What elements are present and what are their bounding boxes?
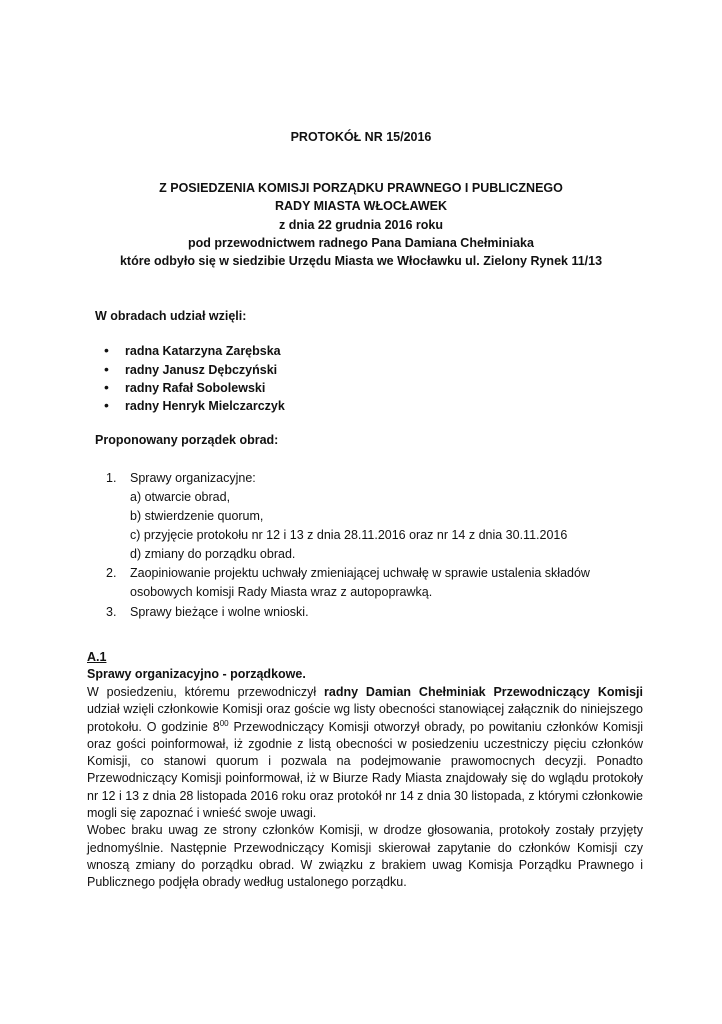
agenda-number: 2.: [106, 566, 117, 580]
paragraph-1-chair: radny Damian Chełminiak Przewodniczący Komisji: [324, 685, 643, 699]
attendance-heading: W obradach udział wzięli:: [95, 309, 247, 323]
member-item: radny Janusz Dębczyński: [125, 363, 278, 377]
section-label: A.1: [87, 650, 107, 664]
document-title: PROTOKÓŁ NR 15/2016: [290, 130, 432, 144]
header-line-2: RADY MIASTA WŁOCŁAWEK: [275, 199, 447, 213]
agenda-number: 3.: [106, 605, 117, 619]
paragraph-2: Wobec braku uwag ze strony członków Komisji, w drodze głosowania, protokoły zostały przyjęty jednomyślnie. Następnie Przewodniczący Komisji skierował zapytanie do członków Komisji czy wnoszą zmiany do porządku obrad. W związku z brakiem uwag Komisja Porządku Prawnego i Publicznego podjęła obrady według ustalonego porządku.: [87, 823, 643, 890]
member-item: radna Katarzyna Zarębska: [125, 344, 281, 358]
agenda-heading: Proponowany porządek obrad:: [95, 433, 279, 447]
header-line-3: z dnia 22 grudnia 2016 roku: [279, 218, 443, 232]
paragraph-1-text-a: W posiedzeniu, któremu przewodniczył: [87, 685, 325, 699]
agenda-sub-c: c) przyjęcie protokołu nr 12 i 13 z dnia 28.11.2016 oraz nr 14 z dnia 30.11.2016: [130, 528, 568, 542]
agenda-item-3: Sprawy bieżące i wolne wnioski.: [130, 605, 309, 619]
header-line-4: pod przewodnictwem radnego Pana Damiana Chełminiaka: [188, 236, 534, 250]
section-body: [87, 684, 643, 892]
agenda-item-2-line-1: Zaopiniowanie projektu uchwały zmieniającej uchwałę w sprawie ustalenia składów: [130, 566, 590, 580]
bullet-icon: •: [104, 342, 109, 358]
agenda-item-1: Sprawy organizacyjne:: [130, 471, 256, 485]
agenda-sub-b: b) stwierdzenie quorum,: [130, 509, 264, 523]
agenda-sub-d: d) zmiany do porządku obrad.: [130, 547, 296, 561]
bullet-icon: •: [104, 397, 109, 413]
agenda-sub-a: a) otwarcie obrad,: [130, 490, 231, 504]
agenda-item-2-line-2: osobowych komisji Rady Miasta wraz z autopoprawką.: [130, 585, 433, 599]
section-heading: Sprawy organizacyjno - porządkowe.: [87, 667, 306, 681]
bullet-icon: •: [104, 361, 109, 377]
paragraph-1-time-superscript: 00: [219, 718, 229, 728]
member-item: radny Henryk Mielczarczyk: [125, 399, 285, 413]
paragraph-1-text-c: Przewodniczący Komisji otworzył obrady, po powitaniu członków Komisji oraz gości poinformował, iż zgodnie z listą obecności w posiedzeniu uczestniczy pięciu członków Komisji, co stanowi quorum i pozwala na podejmowanie prawomocnych decyzji. Ponadto Przewodniczący Komisji poinformował, iż w Biurze Rady Miasta znajdowały się do wglądu protokoły nr 12 i 13 z dnia 28 listopada 2016 roku oraz protokół nr 14 z dnia 30 listopada, z którymi członkowie mogli się zapoznać i wnieść swoje uwagi.: [87, 719, 643, 821]
paragraph-1: [87, 684, 643, 822]
paragraph-1-text-b: udział wzięli członkowie Komisji oraz goście wg listy obecności stanowiącej załącznik do niniejszego protokołu. O godzinie 8: [87, 702, 643, 734]
bullet-icon: •: [104, 379, 109, 395]
member-item: radny Rafał Sobolewski: [125, 381, 266, 395]
agenda-number: 1.: [106, 471, 117, 485]
header-line-1: Z POSIEDZENIA KOMISJI PORZĄDKU PRAWNEGO I PUBLICZNEGO: [159, 181, 563, 195]
header-line-5: które odbyło się w siedzibie Urzędu Miasta we Włocławku ul. Zielony Rynek 11/13: [119, 254, 603, 268]
